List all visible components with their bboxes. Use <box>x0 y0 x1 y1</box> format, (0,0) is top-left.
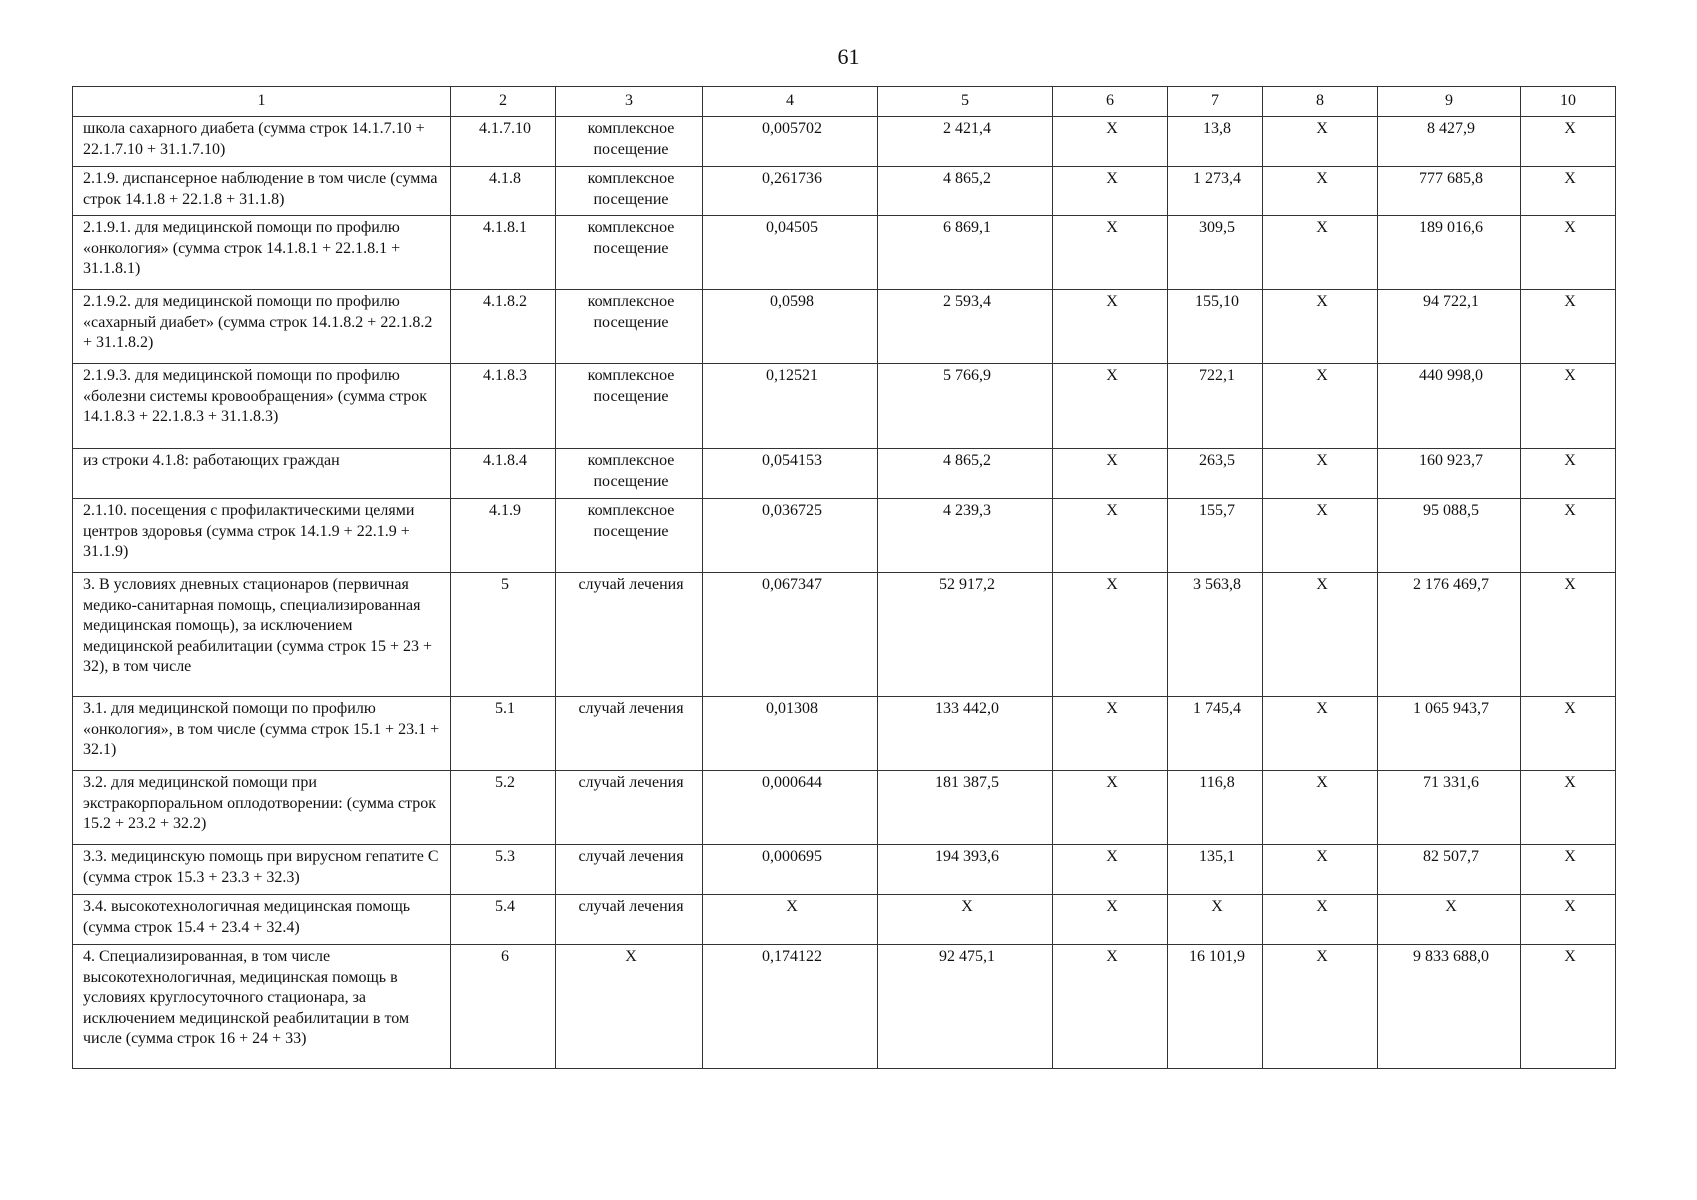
value-cell: 94 722,1 <box>1378 290 1521 364</box>
value-cell: X <box>1521 167 1616 216</box>
value-cell: 2 593,4 <box>878 290 1053 364</box>
value-cell: 777 685,8 <box>1378 167 1521 216</box>
value-cell: X <box>878 895 1053 945</box>
row-name-cell: из строки 4.1.8: работающих граждан <box>73 449 451 499</box>
value-cell: 0,0598 <box>703 290 878 364</box>
value-cell: 2 176 469,7 <box>1378 573 1521 697</box>
row-unit-cell: случай лечения <box>556 895 703 945</box>
row-name-cell: 3.1. для медицинской помощи по профилю «онкология», в том числе (сумма строк 15.1 + 23.1 + 32.1) <box>73 697 451 771</box>
row-code-cell: 5.1 <box>451 697 556 771</box>
value-cell: X <box>1053 167 1168 216</box>
value-cell: X <box>1053 499 1168 573</box>
row-unit-cell: комплексное посещение <box>556 499 703 573</box>
value-cell: 0,000695 <box>703 845 878 895</box>
row-unit-cell: комплексное посещение <box>556 364 703 449</box>
value-cell: X <box>1263 945 1378 1069</box>
value-cell: 82 507,7 <box>1378 845 1521 895</box>
table-row <box>73 216 1616 290</box>
value-cell: X <box>1521 573 1616 697</box>
value-cell: 16 101,9 <box>1168 945 1263 1069</box>
value-cell: X <box>1263 449 1378 499</box>
row-unit-cell: комплексное посещение <box>556 290 703 364</box>
row-code-cell: 5 <box>451 573 556 697</box>
row-code-cell: 5.2 <box>451 771 556 845</box>
page-number: 61 <box>837 44 860 69</box>
value-cell: X <box>1521 216 1616 290</box>
value-cell: X <box>1168 895 1263 945</box>
row-name-cell: 3. В условиях дневных стационаров (первичная медико-санитарная помощь, специализированная медицинская помощь), за исключением медицинской реабилитации (сумма строк 15 + 23 + 32), в том числе <box>73 573 451 697</box>
table-row <box>73 449 1616 499</box>
row-code-cell: 4.1.7.10 <box>451 117 556 167</box>
value-cell: 52 917,2 <box>878 573 1053 697</box>
header-cell: 2 <box>451 87 556 117</box>
value-cell: 0,261736 <box>703 167 878 216</box>
value-cell: X <box>1521 771 1616 845</box>
value-cell: X <box>703 895 878 945</box>
row-name-cell: 2.1.9.3. для медицинской помощи по профилю «болезни системы кровообращения» (сумма строк 14.1.8.3 + 22.1.8.3 + 31.1.8.3) <box>73 364 451 449</box>
value-cell: X <box>1263 499 1378 573</box>
row-code-cell: 6 <box>451 945 556 1069</box>
row-unit-cell: комплексное посещение <box>556 117 703 167</box>
row-code-cell: 5.3 <box>451 845 556 895</box>
value-cell: 133 442,0 <box>878 697 1053 771</box>
table-row <box>73 771 1616 845</box>
value-cell: X <box>1053 845 1168 895</box>
row-name-cell: школа сахарного диабета (сумма строк 14.1.7.10 + 22.1.7.10 + 31.1.7.10) <box>73 117 451 167</box>
table-row <box>73 573 1616 697</box>
value-cell: X <box>1378 895 1521 945</box>
row-code-cell: 5.4 <box>451 895 556 945</box>
value-cell: 160 923,7 <box>1378 449 1521 499</box>
value-cell: X <box>1263 845 1378 895</box>
value-cell: 0,036725 <box>703 499 878 573</box>
value-cell: 155,10 <box>1168 290 1263 364</box>
value-cell: 0,12521 <box>703 364 878 449</box>
value-cell: 6 869,1 <box>878 216 1053 290</box>
value-cell: 0,04505 <box>703 216 878 290</box>
value-cell: X <box>1263 364 1378 449</box>
value-cell: 181 387,5 <box>878 771 1053 845</box>
value-cell: X <box>1053 290 1168 364</box>
value-cell: 135,1 <box>1168 845 1263 895</box>
value-cell: 95 088,5 <box>1378 499 1521 573</box>
value-cell: X <box>1521 117 1616 167</box>
row-name-cell: 2.1.9. диспансерное наблюдение в том числе (сумма строк 14.1.8 + 22.1.8 + 31.1.8) <box>73 167 451 216</box>
value-cell: X <box>1521 499 1616 573</box>
row-name-cell: 2.1.10. посещения с профилактическими целями центров здоровья (сумма строк 14.1.9 + 22.1.9 + 31.1.9) <box>73 499 451 573</box>
value-cell: X <box>1053 895 1168 945</box>
value-cell: 189 016,6 <box>1378 216 1521 290</box>
row-code-cell: 4.1.8.1 <box>451 216 556 290</box>
value-cell: 440 998,0 <box>1378 364 1521 449</box>
value-cell: X <box>1263 167 1378 216</box>
value-cell: 5 766,9 <box>878 364 1053 449</box>
row-name-cell: 3.2. для медицинской помощи при экстракорпоральном оплодотворении: (сумма строк 15.2 + 23.2 + 32.2) <box>73 771 451 845</box>
value-cell: X <box>1263 573 1378 697</box>
value-cell: 1 065 943,7 <box>1378 697 1521 771</box>
value-cell: 4 865,2 <box>878 449 1053 499</box>
header-cell: 4 <box>703 87 878 117</box>
value-cell: 1 273,4 <box>1168 167 1263 216</box>
header-cell: 5 <box>878 87 1053 117</box>
value-cell: X <box>1263 895 1378 945</box>
table-row <box>73 697 1616 771</box>
header-cell: 9 <box>1378 87 1521 117</box>
header-cell: 10 <box>1521 87 1616 117</box>
row-unit-cell: случай лечения <box>556 771 703 845</box>
table-row <box>73 290 1616 364</box>
value-cell: X <box>1263 697 1378 771</box>
value-cell: X <box>1053 697 1168 771</box>
data-table <box>72 86 1616 1069</box>
value-cell: 722,1 <box>1168 364 1263 449</box>
value-cell: X <box>1053 364 1168 449</box>
value-cell: X <box>1263 216 1378 290</box>
value-cell: X <box>1053 771 1168 845</box>
row-unit-cell: комплексное посещение <box>556 216 703 290</box>
table-row <box>73 895 1616 945</box>
table-row <box>73 845 1616 895</box>
value-cell: 71 331,6 <box>1378 771 1521 845</box>
row-unit-cell: X <box>556 945 703 1069</box>
row-code-cell: 4.1.8.3 <box>451 364 556 449</box>
value-cell: 116,8 <box>1168 771 1263 845</box>
table-row <box>73 167 1616 216</box>
value-cell: X <box>1053 216 1168 290</box>
value-cell: 309,5 <box>1168 216 1263 290</box>
value-cell: 0,01308 <box>703 697 878 771</box>
row-code-cell: 4.1.9 <box>451 499 556 573</box>
value-cell: 1 745,4 <box>1168 697 1263 771</box>
value-cell: X <box>1053 573 1168 697</box>
value-cell: X <box>1263 290 1378 364</box>
row-name-cell: 3.4. высокотехнологичная медицинская помощь (сумма строк 15.4 + 23.4 + 32.4) <box>73 895 451 945</box>
value-cell: X <box>1521 945 1616 1069</box>
header-row <box>73 87 1616 117</box>
value-cell: 8 427,9 <box>1378 117 1521 167</box>
value-cell: X <box>1521 449 1616 499</box>
value-cell: 2 421,4 <box>878 117 1053 167</box>
row-unit-cell: комплексное посещение <box>556 449 703 499</box>
value-cell: X <box>1521 697 1616 771</box>
table-row <box>73 117 1616 167</box>
value-cell: X <box>1263 771 1378 845</box>
value-cell: 13,8 <box>1168 117 1263 167</box>
value-cell: 4 239,3 <box>878 499 1053 573</box>
value-cell: 0,067347 <box>703 573 878 697</box>
value-cell: X <box>1053 945 1168 1069</box>
row-code-cell: 4.1.8.4 <box>451 449 556 499</box>
value-cell: X <box>1521 364 1616 449</box>
value-cell: X <box>1521 895 1616 945</box>
value-cell: X <box>1053 449 1168 499</box>
value-cell: 263,5 <box>1168 449 1263 499</box>
value-cell: 0,174122 <box>703 945 878 1069</box>
value-cell: X <box>1053 117 1168 167</box>
value-cell: 9 833 688,0 <box>1378 945 1521 1069</box>
table-row <box>73 499 1616 573</box>
value-cell: 155,7 <box>1168 499 1263 573</box>
header-cell: 1 <box>73 87 451 117</box>
header-cell: 6 <box>1053 87 1168 117</box>
row-unit-cell: случай лечения <box>556 573 703 697</box>
value-cell: X <box>1521 845 1616 895</box>
value-cell: 194 393,6 <box>878 845 1053 895</box>
row-name-cell: 3.3. медицинскую помощь при вирусном гепатите C (сумма строк 15.3 + 23.3 + 32.3) <box>73 845 451 895</box>
header-cell: 3 <box>556 87 703 117</box>
header-cell: 7 <box>1168 87 1263 117</box>
value-cell: 0,005702 <box>703 117 878 167</box>
value-cell: 92 475,1 <box>878 945 1053 1069</box>
row-name-cell: 2.1.9.1. для медицинской помощи по профилю «онкология» (сумма строк 14.1.8.1 + 22.1.8.1 + 31.1.8.1) <box>73 216 451 290</box>
row-name-cell: 4. Специализированная, в том числе высокотехнологичная, медицинская помощь в условиях круглосуточного стационара, за исключением медицинской реабилитации в том числе (сумма строк 16 + 24 + 33) <box>73 945 451 1069</box>
value-cell: 4 865,2 <box>878 167 1053 216</box>
value-cell: X <box>1521 290 1616 364</box>
row-code-cell: 4.1.8 <box>451 167 556 216</box>
row-name-cell: 2.1.9.2. для медицинской помощи по профилю «сахарный диабет» (сумма строк 14.1.8.2 + 22.1.8.2 + 31.1.8.2) <box>73 290 451 364</box>
table-row <box>73 364 1616 449</box>
value-cell: 3 563,8 <box>1168 573 1263 697</box>
value-cell: 0,000644 <box>703 771 878 845</box>
table-row <box>73 945 1616 1069</box>
header-cell: 8 <box>1263 87 1378 117</box>
row-unit-cell: случай лечения <box>556 845 703 895</box>
row-unit-cell: случай лечения <box>556 697 703 771</box>
value-cell: X <box>1263 117 1378 167</box>
value-cell: 0,054153 <box>703 449 878 499</box>
row-code-cell: 4.1.8.2 <box>451 290 556 364</box>
row-unit-cell: комплексное посещение <box>556 167 703 216</box>
